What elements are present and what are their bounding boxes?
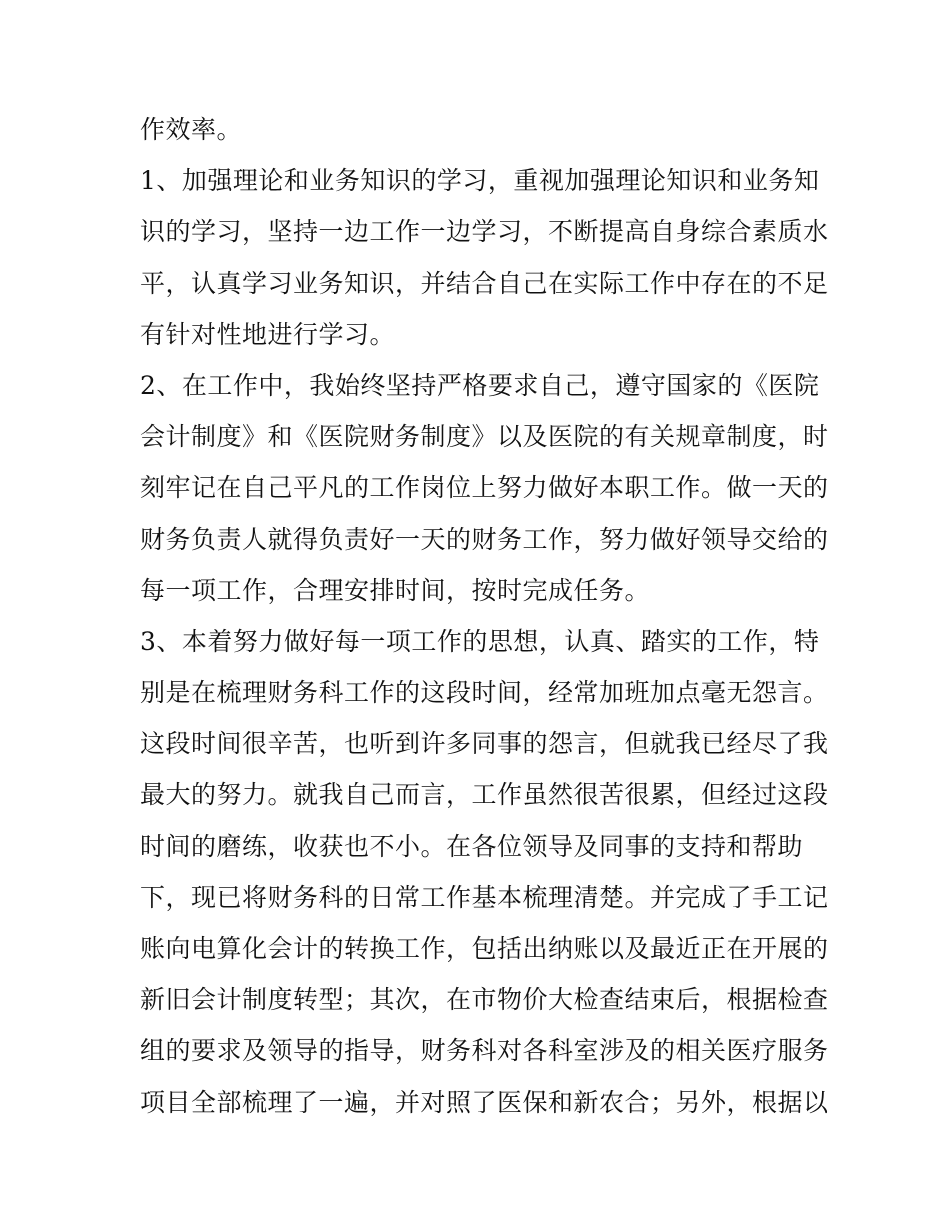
text-line: 2、在工作中，我始终坚持严格要求自己，遵守国家的《医院 (140, 370, 820, 400)
text-line: 账向电算化会计的转换工作，包括出纳账以及最近正在开展的 (140, 934, 829, 963)
text-line: 作效率。 (140, 115, 243, 144)
text-line: 时间的磨练，收获也不小。在各位领导及同事的支持和帮助 (140, 831, 804, 861)
text-line: 识的学习，坚持一边工作一边学习，不断提高自身综合素质水 (140, 217, 829, 247)
text-line: 下，现已将财务科的日常工作基本梳理清楚。并完成了手工记 (140, 882, 829, 912)
text-line: 刻牢记在自己平凡的工作岗位上努力做好本职工作。做一天的 (140, 473, 829, 503)
text-line: 财务负责人就得负责好一天的财务工作，努力做好领导交给的 (140, 524, 829, 554)
text-line: 最大的努力。就我自己而言，工作虽然很苦很累，但经过这段 (140, 780, 829, 810)
text-line: 1、加强理论和业务知识的学习，重视加强理论知识和业务知 (140, 166, 820, 196)
document-body (140, 104, 829, 1128)
text-line: 每一项工作，合理安排时间，按时完成任务。 (140, 575, 651, 605)
text-line: 项目全部梳理了一遍，并对照了医保和新农合；另外，根据以 (140, 1087, 829, 1117)
text-line: 会计制度》和《医院财务制度》以及医院的有关规章制度，时 (140, 422, 829, 452)
text-line: 这段时间很辛苦，也听到许多同事的怨言，但就我已经尽了我 (140, 729, 829, 759)
text-line: 新旧会计制度转型；其次，在市物价大检查结束后，根据检查 (140, 985, 829, 1015)
text-line: 3、本着努力做好每一项工作的思想，认真、踏实的工作，特 (140, 626, 820, 656)
text-line: 组的要求及领导的指导，财务科对各科室涉及的相关医疗服务 (140, 1036, 829, 1066)
text-line: 有针对性地进行学习。 (140, 319, 396, 349)
text-line: 平，认真学习业务知识，并结合自己在实际工作中存在的不足 (140, 268, 829, 298)
text-line: 别是在梳理财务科工作的这段时间，经常加班加点毫无怨言。 (140, 678, 829, 708)
